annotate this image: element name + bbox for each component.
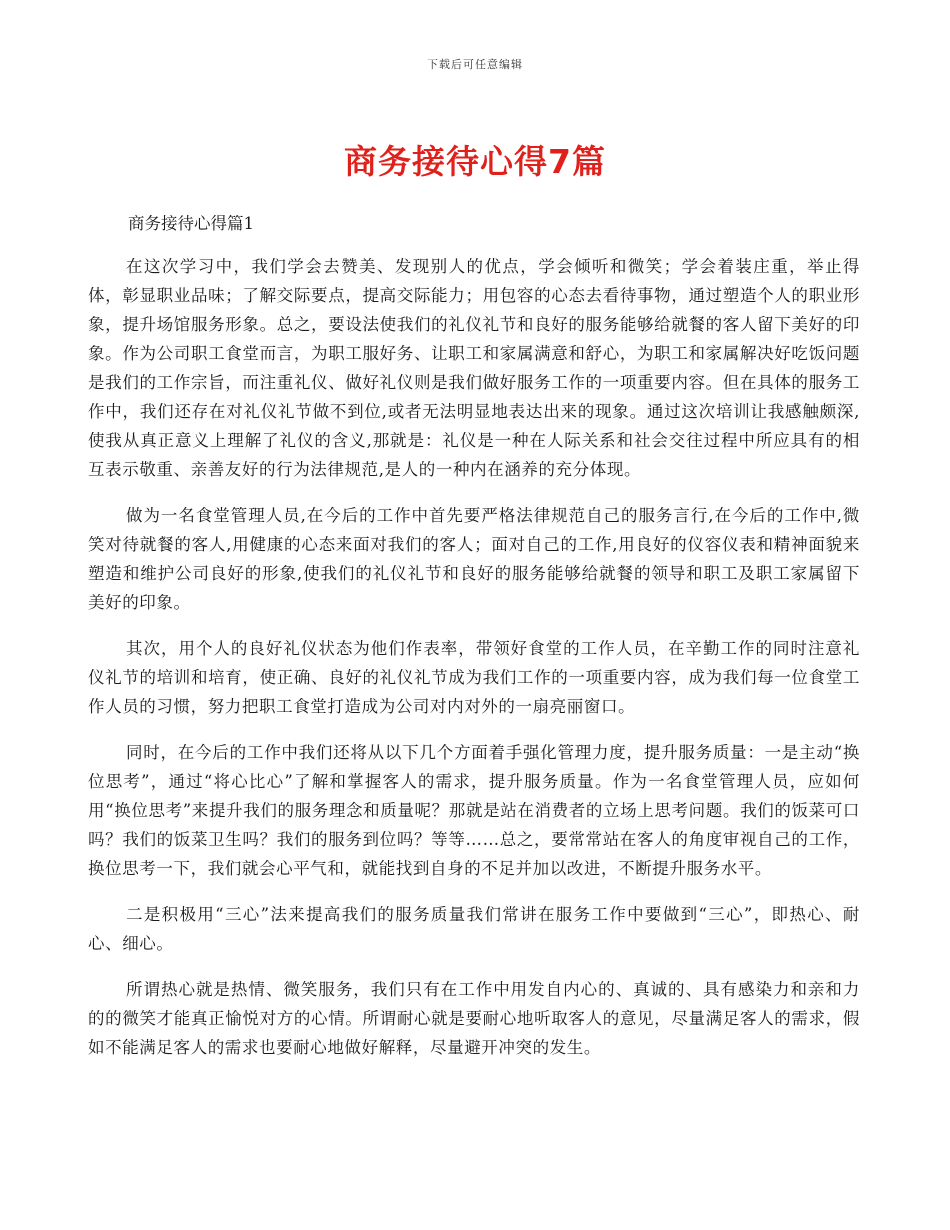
section-heading: 商务接待心得篇1 [128,214,254,233]
paragraph-3: 其次，用个人的良好礼仪状态为他们作表率，带领好食堂的工作人员，在辛勤工作的同时注意礼仪礼节的培训和培育，使正确、良好的礼仪礼节成为我们工作的一项重要内容，成为我们每一位食堂工作人员的习惯，努力把职工食堂打造成为公司对内对外的一扇亮丽窗口。 [88,639,860,716]
document-title: 商务接待心得7篇 [344,142,606,181]
paragraph-1: 在这次学习中，我们学会去赞美、发现别人的优点，学会倾听和微笑；学会着装庄重，举止得体，彰显职业品味；了解交际要点，提高交际能力；用包容的心态去看待事物，通过塑造个人的职业形象，提升场馆服务形象。总之，要设法使我们的礼仪礼节和良好的服务能够给就餐的客人留下美好的印象。作为公司职工食堂而言，为职工服好务、让职工和家属满意和舒心，为职工和家属解决好吃饭问题是我们的工作宗旨，而注重礼仪、做好礼仪则是我们做好服务工作的一项重要内容。但在具体的服务工作中，我们还存在对礼仪礼节做不到位,或者无法明显地表达出来的现象。通过这次培训让我感触颇深,使我从真正意义上理解了礼仪的含义,那就是：礼仪是一种在人际关系和社会交往过程中所应具有的相互表示敬重、亲善友好的行为法律规范,是人的一种内在涵养的充分体现。 [88,257,860,479]
paragraph-2: 做为一名食堂管理人员,在今后的工作中首先要严格法律规范自己的服务言行,在今后的工作中,微笑对待就餐的客人,用健康的心态来面对我们的客人；面对自己的工作,用良好的仪容仪表和精神面貌来塑造和维护公司良好的形象,使我们的礼仪礼节和良好的服务能够给就餐的领导和职工及职工家属留下美好的印象。 [88,506,860,612]
paragraph-4: 同时，在今后的工作中我们还将从以下几个方面着手强化管理力度，提升服务质量：一是主动“换位思考”，通过“将心比心”了解和掌握客人的需求，提升服务质量。作为一名食堂管理人员，应如何用“换位思考”来提升我们的服务理念和质量呢？那就是站在消费者的立场上思考问题。我们的饭菜可口吗？我们的饭菜卫生吗？我们的服务到位吗？等等……总之，要常常站在客人的角度审视自己的工作，换位思考一下，我们就会心平气和，就能找到自身的不足并加以改进，不断提升服务水平。 [88,743,860,878]
document-body [88,208,860,1079]
paragraph-6: 所谓热心就是热情、微笑服务，我们只有在工作中用发自内心的、真诚的、具有感染力和亲和力的的微笑才能真正愉悦对方的心情。所谓耐心就是要耐心地听取客人的意见，尽量满足客人的需求，假如不能满足客人的需求也要耐心地做好解释，尽量避开冲突的发生。 [88,980,860,1057]
header-note: 下载后可任意编辑 [427,58,523,71]
paragraph-5: 二是积极用“三心”法来提高我们的服务质量我们常讲在服务工作中要做到“三心”，即热心、耐心、细心。 [88,905,860,953]
